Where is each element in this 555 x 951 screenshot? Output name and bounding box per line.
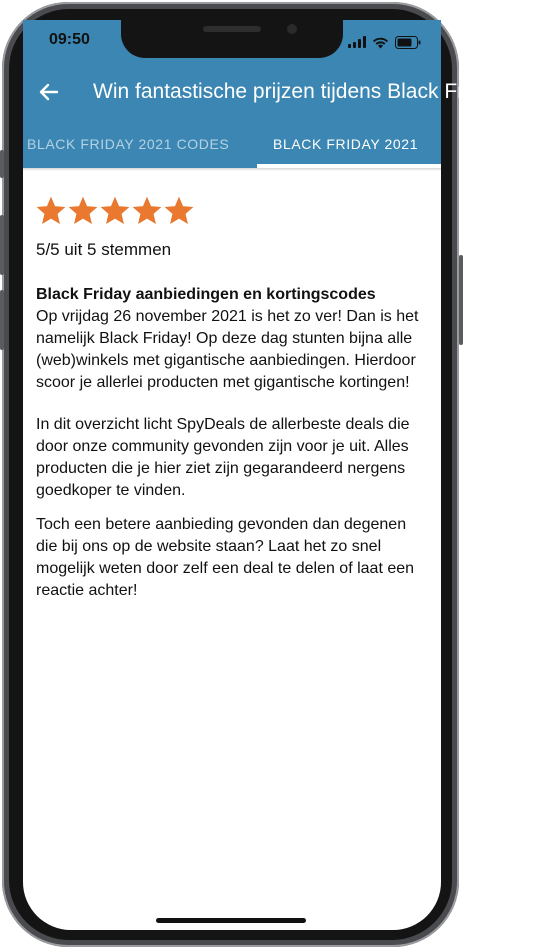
app-header <box>23 20 555 168</box>
star-icon <box>132 196 162 226</box>
signal-icon <box>348 36 366 48</box>
side-button-volume-down <box>0 290 4 350</box>
rating-text: 5/5 uit 5 stemmen <box>36 240 172 259</box>
content <box>36 196 431 602</box>
arrow-left-icon[interactable] <box>37 80 61 104</box>
star-icon <box>164 196 194 226</box>
side-button-power <box>459 255 463 345</box>
battery-icon <box>395 36 421 49</box>
home-indicator[interactable] <box>156 918 306 923</box>
status-icons <box>348 35 421 49</box>
star-icon <box>68 196 98 226</box>
star-rating <box>36 196 431 226</box>
app-bar <box>23 64 555 122</box>
article <box>36 284 431 602</box>
page-title: Win fantastische prijzen tijdens Black Friday 2021 <box>93 80 555 103</box>
status-time: 09:50 <box>49 31 90 48</box>
article-paragraph-2: In dit overzicht licht SpyDeals de allerbeste deals die door onze community gevonden zijn voor je uit. Alles producten die je hier ziet zijn gegarandeerd nergens goedkoper te vinden. <box>36 416 410 499</box>
tab-black-friday-codes[interactable]: BLACK FRIDAY 2021 CODES <box>27 136 230 152</box>
header-shadow <box>23 168 441 171</box>
screen <box>23 20 555 930</box>
side-button-silent <box>0 150 4 178</box>
article-paragraph-1: Op vrijdag 26 november 2021 is het zo ver! Dan is het namelijk Black Friday! Op deze dag stunten bijna alle (web)winkels met gigantische aanbiedingen. Hierdoor scoor je allerlei producten met gigantische kortingen! <box>36 308 419 391</box>
speaker <box>203 26 261 32</box>
status-bar <box>23 20 441 64</box>
side-button-volume-up <box>0 215 4 275</box>
camera <box>287 24 297 34</box>
notch <box>121 20 343 58</box>
tab-black-friday[interactable]: BLACK FRIDAY 2021 <box>273 136 419 152</box>
article-heading: Black Friday aanbiedingen en kortingscodes <box>36 286 376 303</box>
tab-bar <box>23 122 441 168</box>
article-paragraph-3: Toch een betere aanbieding gevonden dan degenen die bij ons op de website staan? Laat het zo snel mogelijk weten door zelf een deal te delen of laat een reactie achter! <box>36 516 415 599</box>
star-icon <box>36 196 66 226</box>
wifi-icon <box>372 36 389 49</box>
star-icon <box>100 196 130 226</box>
